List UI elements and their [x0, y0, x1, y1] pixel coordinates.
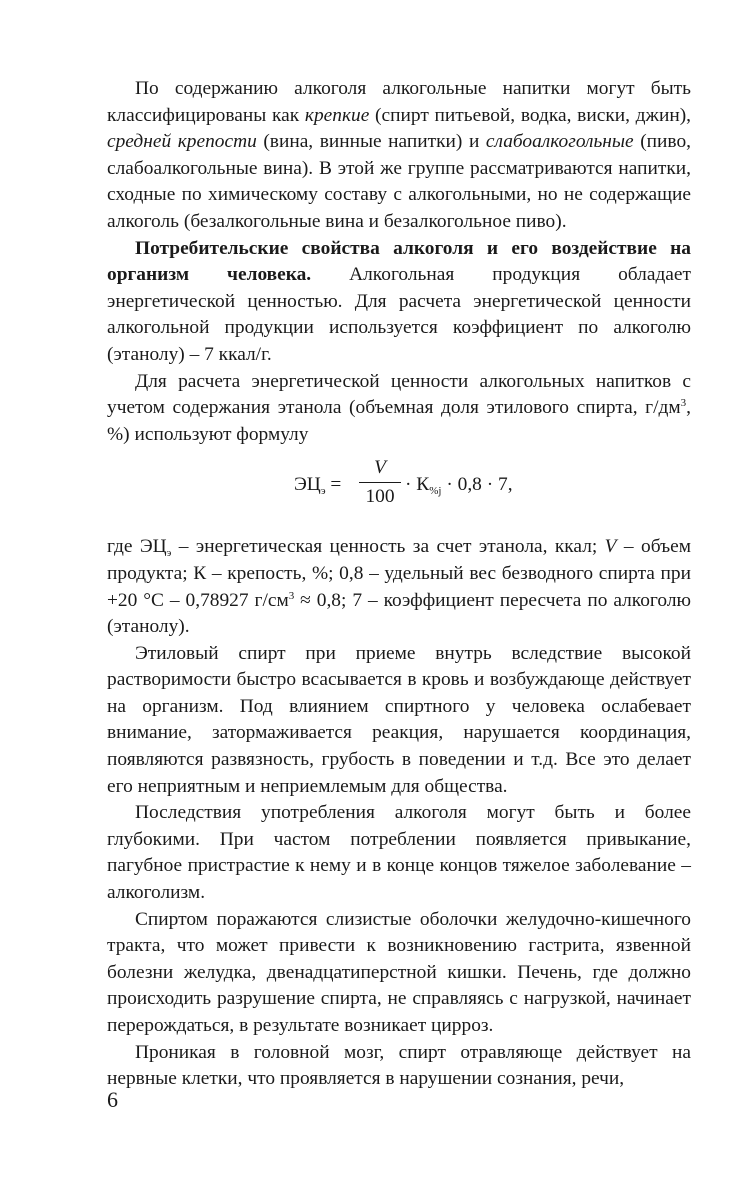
text-run: где ЭЦ [107, 536, 167, 558]
formula-symbol: ЭЦ [294, 474, 321, 496]
paragraph-consequences: Последствия употребления алкоголя могут быть и более глубокими. При частом потреблении появляется привыкание, пагубное пристрастие к нему и в конце концов тяжелое заболевание – алкоголизм. [107, 802, 691, 904]
italic-term-light: слабоалкогольные [485, 131, 634, 153]
formula-term: · 0,8 · 7, [441, 474, 513, 496]
text-run: – энергетическая ценность за счет этанола, ккал; [171, 536, 605, 558]
text-run: ≈ 0,8; 7 – коэффициент пересчета по алкоголю (этанолу). [107, 589, 691, 638]
text-run: – объем продукта; К – крепость, %; 0,8 – удельный вес безводного спирта при +20 °С – 0,78927 г/см [107, 536, 692, 611]
italic-variable: V [604, 536, 617, 558]
text-run: Для расчета энергетической ценности алкогольных напитков с учетом содержания этанола (объемная доля этилового спирта, г/дм [107, 370, 691, 419]
text-run: (вина, винные напитки) и [256, 131, 486, 153]
paragraph-brain-effects: Проникая в головной мозг, спирт отравляюще действует на нервные клетки, что проявляется в нарушении сознания, речи, [107, 1041, 691, 1090]
subscript: э [166, 547, 172, 560]
superscript: 3 [288, 589, 295, 602]
fraction-numerator: V [374, 457, 386, 479]
formula-fraction [359, 456, 401, 509]
text-run: Алкогольная продукция обладает энергетической ценностью. Для расчета энергетической ценности алкогольной продукции используется коэффициент по алкоголю (этанолу) – 7 ккал/г. [107, 264, 691, 365]
text-run: , %) используют формулу [107, 397, 691, 445]
text-run: (спирт питьевой, водка, виски, джин), [369, 104, 691, 126]
paragraph-ethanol-effects: Этиловый спирт при приеме внутрь вследствие высокой растворимости быстро всасывается в кровь и возбуждающе действует на организм. Под влиянием спиртного у человека ослабевает внимание, затормаживается реакция, нарушается координация, появляются развязность, грубость в поведении и т.д. Все это делает его неприятным и неприемлемым для общества. [107, 642, 691, 797]
page-body [107, 76, 691, 1093]
energy-value-formula [107, 454, 691, 528]
paragraph-formula-legend [107, 534, 691, 640]
superscript: 3 [680, 397, 687, 410]
formula-equals: = [325, 474, 342, 496]
paragraph-mucosa-damage: Спиртом поражаются слизистые оболочки желудочно-кишечного тракта, что может привести к возникновению гастрита, язвенной болезни желудка, двенадцатиперстной кишки. Печень, где должно происходить разрушение спирта, не справляясь с нагрузкой, начинает перерождаться, в результате возникает цирроз. [107, 908, 691, 1036]
italic-term-medium: средней крепости [107, 131, 257, 153]
formula-rhs [405, 474, 513, 496]
paragraph-consumer-properties [107, 236, 691, 369]
formula-subscript: э [320, 485, 326, 498]
paragraph-formula-intro [107, 369, 691, 449]
paragraph-classification [107, 76, 691, 236]
formula-lhs [294, 474, 341, 496]
section-heading-inline: Потребительские свойства алкоголя и его воздействие на организм человека. [107, 237, 691, 286]
fraction-denominator: 100 [365, 486, 395, 508]
text-run: (пиво, слабоалкогольные вина). В этой же группе рассматриваются напитки, сходные по химическому составу с алкогольными, но не содержащие алкоголь (безалкогольные вина и безалкогольное пиво). [107, 131, 692, 232]
fraction-bar [359, 482, 401, 483]
page-number: 6 [107, 1087, 118, 1112]
formula-subscript: %j [429, 485, 442, 498]
italic-term-strong: крепкие [304, 104, 370, 126]
formula-term: · К [405, 474, 430, 496]
text-run: По содержанию алкоголя алкогольные напитки могут быть классифицированы как [107, 78, 691, 126]
